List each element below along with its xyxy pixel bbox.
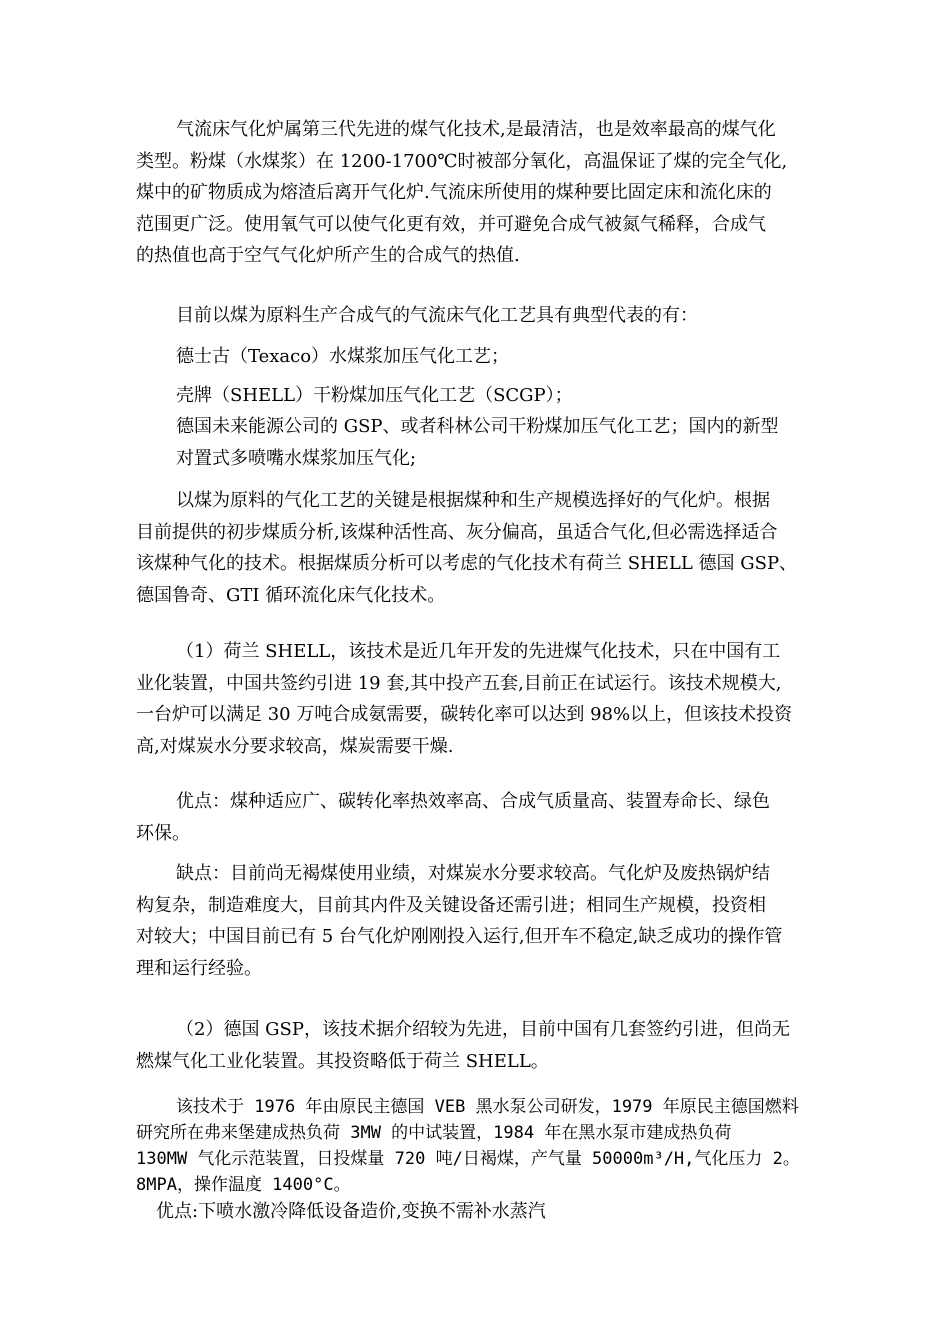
paragraph-shell-disadvantages (136, 858, 783, 984)
text-line: 8MPA，操作温度 1400°C。 (136, 1175, 351, 1195)
text-line: 一台炉可以满足 30 万吨合成氨需要，碳转化率可以达到 98%以上，但该技术投资 (136, 704, 793, 725)
text-line: 目前提供的初步煤质分析,该煤种活性高、灰分偏高，虽适合气化,但必需选择适合 (136, 521, 778, 543)
paragraph-gsp-advantages (156, 1196, 546, 1228)
text-line: 的热值也高于空气气化炉所产生的合成气的热值. (136, 245, 520, 266)
list-item-shell (176, 380, 573, 412)
text-line: 业化装置，中国共签约引进 19 套,其中投产五套,目前正在试运行。该技术规模大, (136, 672, 782, 694)
text-line: 环保。 (136, 822, 190, 844)
text-line: 130MW 气化示范装置，日投煤量 720 吨/日褐煤，产气量 50000m³/H,气化压力 2。 (136, 1149, 800, 1169)
paragraph-entrained-flow-intro (136, 114, 788, 272)
text-line: 缺点：目前尚无褐煤使用业绩，对煤炭水分要求较高。气化炉及废热锅炉结 (176, 863, 770, 884)
paragraph-shell-advantages (136, 786, 770, 849)
text-line: 研究所在弗来堡建成热负荷 3MW 的中试装置，1984 年在黑水泵市建成热负荷 (136, 1123, 732, 1143)
text-line: 壳牌（SHELL）干粉煤加压气化工艺（SCGP）； (176, 385, 573, 406)
list-item-texaco (176, 341, 509, 373)
text-line: 对较大；中国目前已有 5 台气化炉刚刚投入运行,但开车不稳定,缺乏成功的操作管 (136, 926, 783, 947)
text-line: 德国未来能源公司的 GSP、或者科林公司干粉煤加压气化工艺；国内的新型 (176, 416, 779, 437)
text-line: 构复杂，制造难度大，目前其内件及关键设备还需引进；相同生产规模，投资相 (136, 894, 766, 916)
paragraph-shell-technology (136, 636, 793, 762)
text-line: 该煤种气化的技术。根据煤质分析可以考虑的气化技术有荷兰 SHELL 德国 GSP、 (136, 553, 798, 574)
paragraph-gsp-technology (136, 1014, 790, 1077)
list-item-gsp (176, 411, 779, 474)
text-line: （2）德国 GSP，该技术据介绍较为先进，目前中国有几套签约引进，但尚无 (176, 1019, 790, 1040)
text-line: （1）荷兰 SHELL，该技术是近几年开发的先进煤气化技术，只在中国有工 (176, 641, 781, 662)
text-line: 煤中的矿物质成为熔渣后离开气化炉.气流床所使用的煤种要比固定床和流化床的 (136, 182, 772, 203)
text-line: 优点:下喷水激冷降低设备造价,变换不需补水蒸汽 (156, 1201, 546, 1222)
text-line: 该技术于 1976 年由原民主德国 VEB 黑水泵公司研发，1979 年原民主德国燃料 (176, 1097, 799, 1117)
text-line: 德士古（Texaco）水煤浆加压气化工艺； (176, 346, 510, 367)
text-line: 气流床气化炉属第三代先进的煤气化技术,是最清洁，也是效率最高的煤气化 (176, 119, 776, 140)
paragraph-typical-processes (176, 300, 698, 332)
paragraph-selection-key (136, 485, 798, 611)
text-line: 优点：煤种适应广、碳转化率热效率高、合成气质量高、装置寿命长、绿色 (176, 791, 770, 812)
paragraph-gsp-history (136, 1094, 800, 1198)
text-line: 德国鲁奇、GTI 循环流化床气化技术。 (136, 584, 446, 606)
text-line: 燃煤气化工业化装置。其投资略低于荷兰 SHELL。 (136, 1050, 549, 1072)
text-line: 目前以煤为原料生产合成气的气流床气化工艺具有典型代表的有： (176, 305, 698, 326)
text-line: 理和运行经验。 (136, 957, 262, 979)
text-line: 类型。粉煤（水煤浆）在 1200-1700℃时被部分氧化，高温保证了煤的完全气化, (136, 150, 788, 172)
text-line: 对置式多喷嘴水煤浆加压气化; (176, 447, 417, 469)
text-line: 以煤为原料的气化工艺的关键是根据煤种和生产规模选择好的气化炉。根据 (176, 490, 770, 511)
text-line: 范围更广泛。使用氧气可以使气化更有效，并可避免合成气被氮气稀释，合成气 (136, 213, 766, 235)
text-line: 高,对煤炭水分要求较高，煤炭需要干燥. (136, 735, 454, 757)
